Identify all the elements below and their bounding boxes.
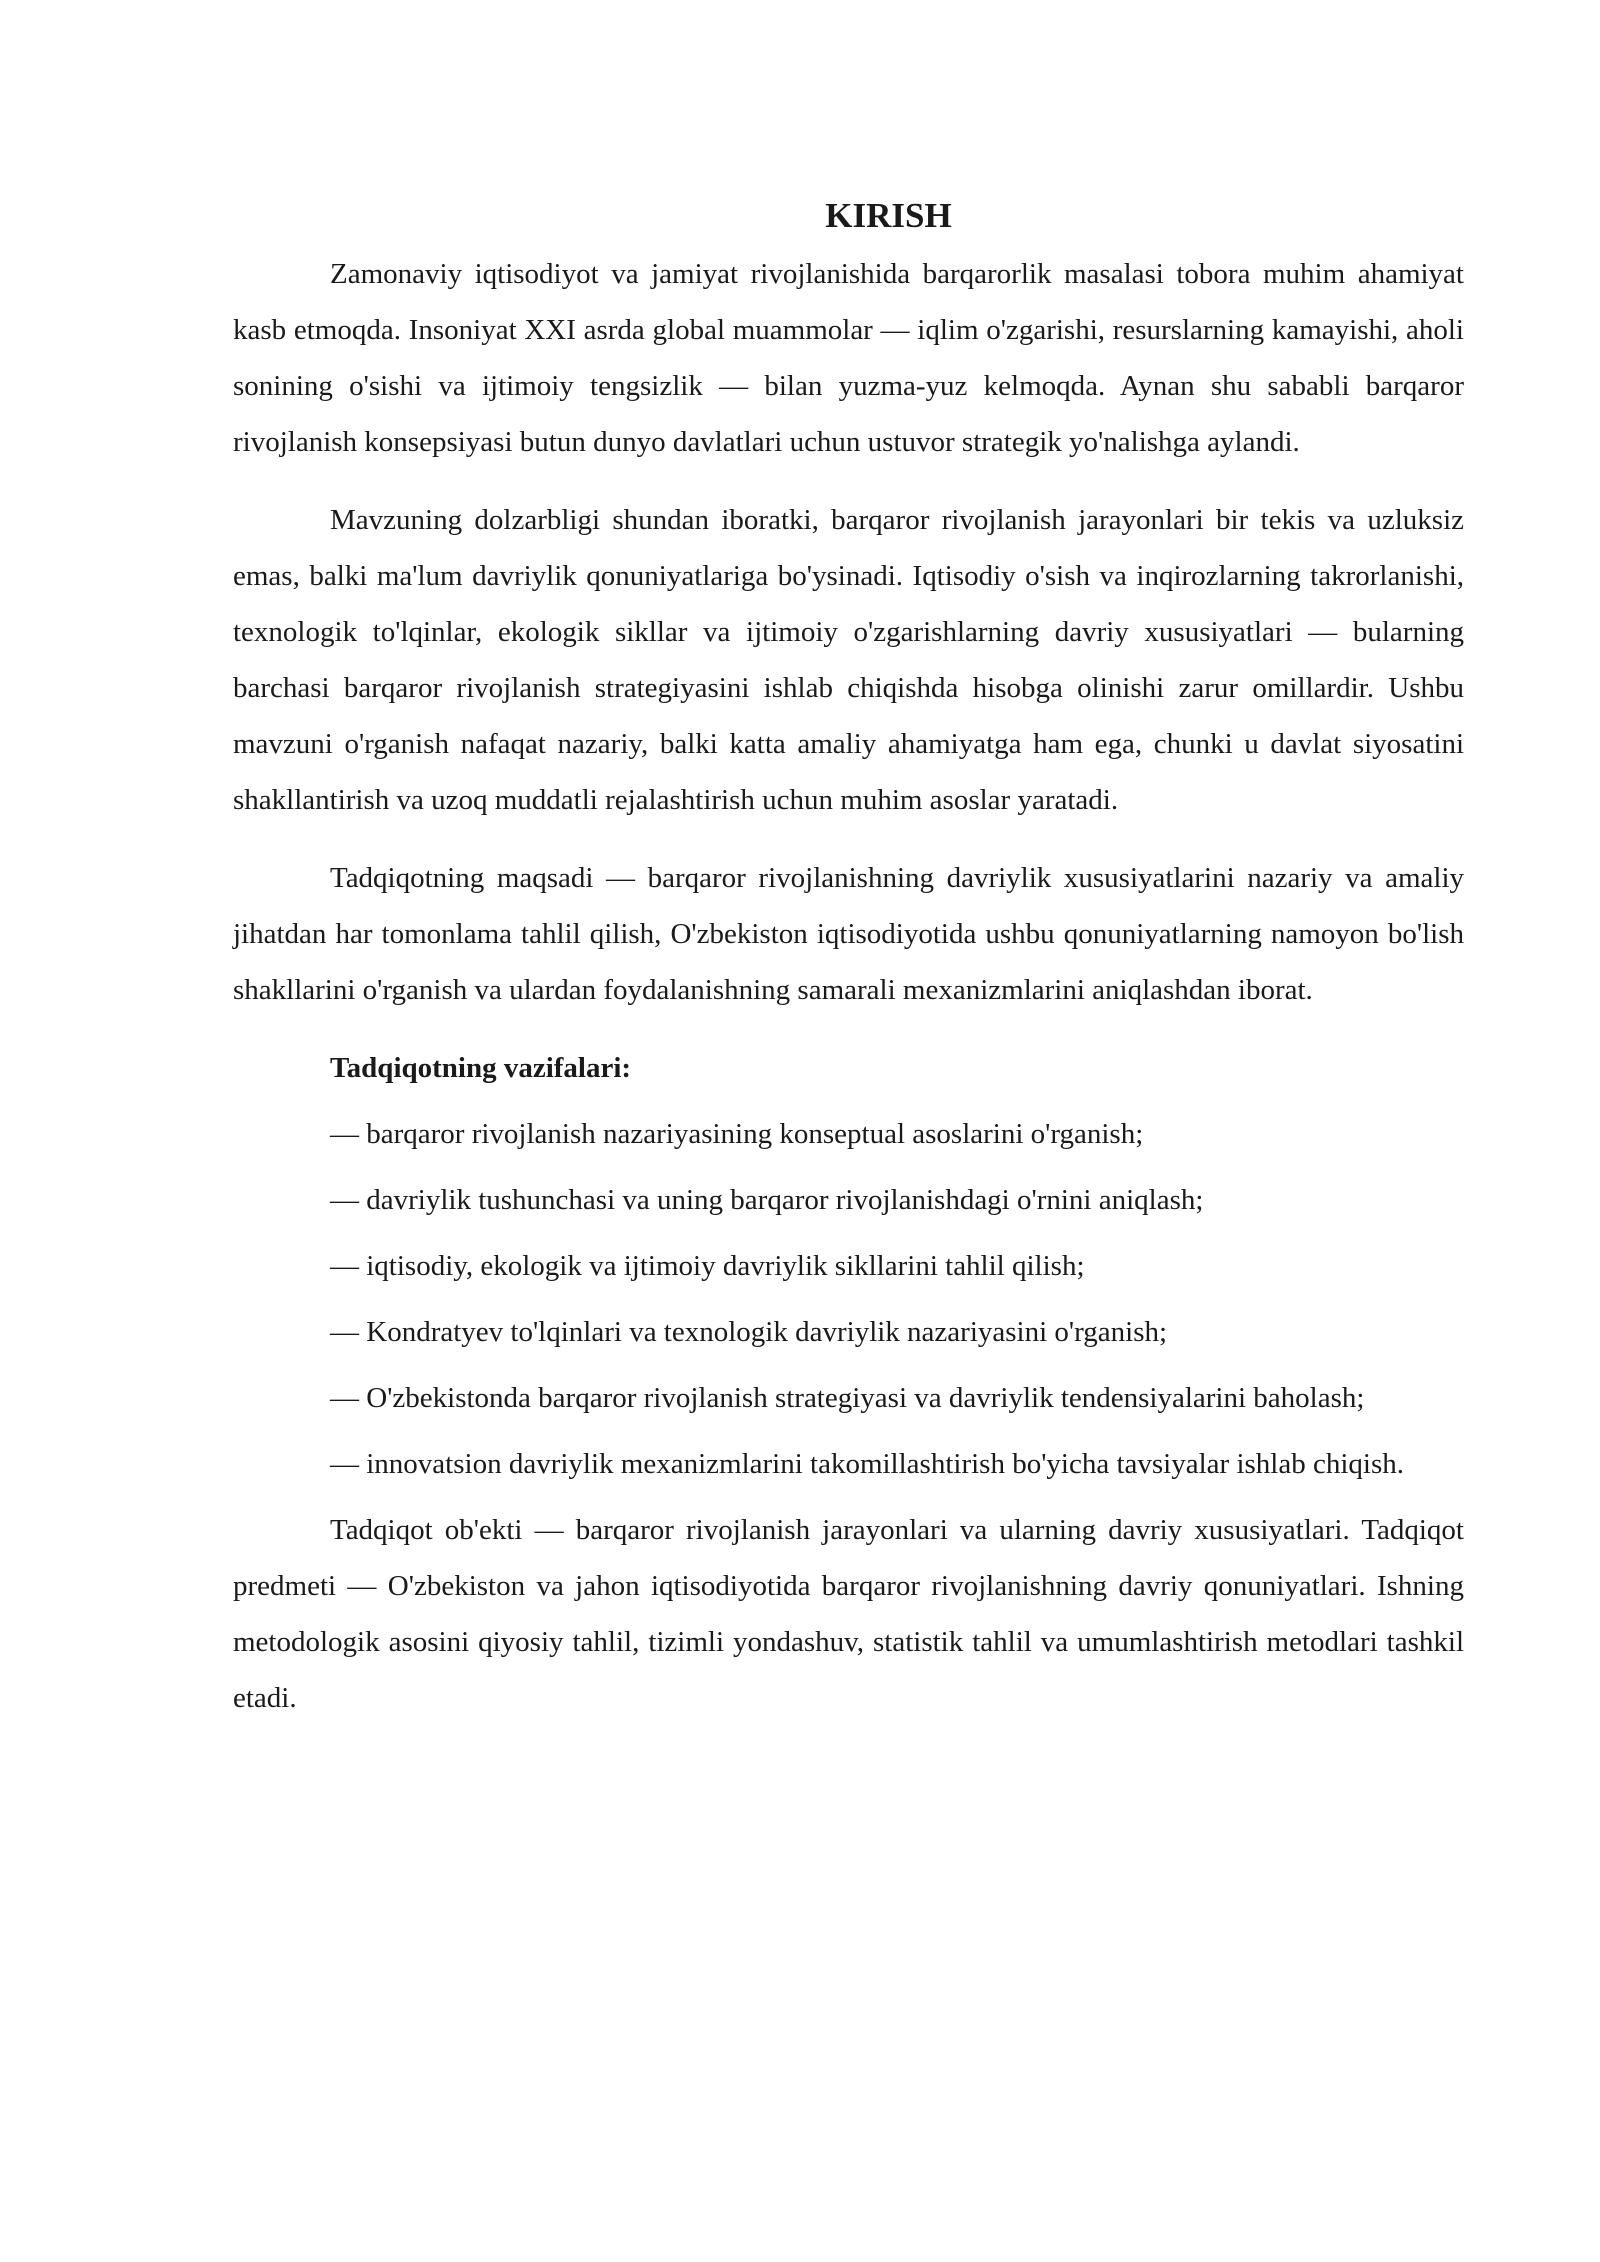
goal-paragraph: Tadqiqotning maqsadi — barqaror rivojlanishning davriylik xususiyatlarini nazariy va amaliy jihatdan har tomonlama tahlil qilish, O'zbekiston iqtisodiyotida ushbu qonuniyatlarning namoyon bo'lish shakllarini o'rganish va ulardan foydalanishning samarali mexanizmlarini aniqlashdan iborat. [233, 862, 1464, 1006]
document-title: KIRISH [825, 196, 952, 235]
task-item: — Kondratyev to'lqinlari va texnologik davriylik nazariyasini o'rganish; [330, 1316, 1168, 1348]
object-subject-paragraph: Tadqiqot ob'ekti — barqaror rivojlanish jarayonlari va ularning davriy xususiyatlari. Tadqiqot predmeti — O'zbekiston va jahon iqtisodiyotida barqaror rivojlanishning davriy qonuniyatlari. Ishning metodologik asosini qiyosiy tahlil, tizimli yondashuv, statistik tahlil va umumlashtirish metodlari tashkil etadi. [233, 1514, 1464, 1714]
document-page [233, 186, 1464, 1748]
relevance-paragraph: Mavzuning dolzarbligi shundan iboratki, barqaror rivojlanish jarayonlari bir tekis va uzluksiz emas, balki ma'lum davriylik qonuniyatlariga bo'ysinadi. Iqtisodiy o'sish va inqirozlarning takrorlanishi, texnologik to'lqinlar, ekologik sikllar va ijtimoiy o'zgarishlarning davriy xususiyatlari — bularning barchasi barqaror rivojlanish strategiyasini ishlab chiqishda hisobga olinishi zarur omillardir. Ushbu mavzuni o'rganish nafaqat nazariy, balki katta amaliy ahamiyatga ham ega, chunki u davlat siyosatini shakllantirish va uzoq muddatli rejalashtirish uchun muhim asoslar yaratadi. [233, 504, 1464, 816]
intro-paragraph: Zamonaviy iqtisodiyot va jamiyat rivojlanishida barqarorlik masalasi tobora muhim ahamiyat kasb etmoqda. Insoniyat XXI asrda global muammolar — iqlim o'zgarishi, resurslarning kamayishi, aholi sonining o'sishi va ijtimoiy tengsizlik — bilan yuzma-yuz kelmoqda. Aynan shu sababli barqaror rivojlanish konsepsiyasi butun dunyo davlatlari uchun ustuvor strategik yo'nalishga aylandi. [233, 258, 1464, 458]
task-item: — barqaror rivojlanish nazariyasining konseptual asoslarini o'rganish; [330, 1118, 1144, 1150]
tasks-heading: Tadqiqotning vazifalari: [330, 1052, 632, 1084]
task-item: — davriylik tushunchasi va uning barqaror rivojlanishdagi o'rnini aniqlash; [330, 1184, 1204, 1216]
task-item: — iqtisodiy, ekologik va ijtimoiy davriylik sikllarini tahlil qilish; [330, 1250, 1085, 1282]
task-item: — O'zbekistonda barqaror rivojlanish strategiyasi va davriylik tendensiyalarini baholash; [330, 1382, 1365, 1414]
tasks-list [233, 1106, 1464, 1492]
task-item: — innovatsion davriylik mexanizmlarini takomillashtirish bo'yicha tavsiyalar ishlab chiqish. [330, 1448, 1404, 1480]
